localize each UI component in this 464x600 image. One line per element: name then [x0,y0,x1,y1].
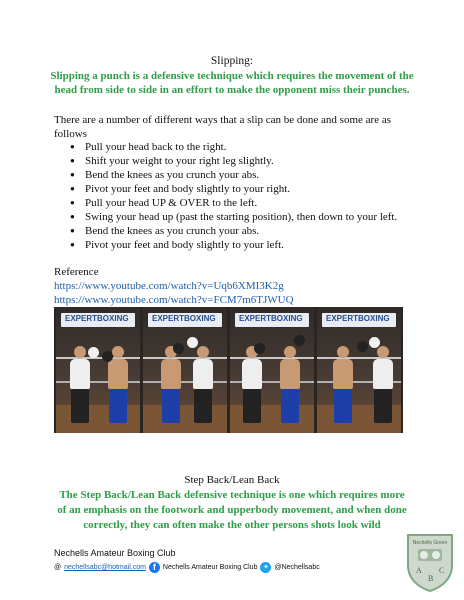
email-link[interactable]: nechellsabc@hotmail.com [64,564,146,571]
logo-top-text: Nechells Green [412,540,448,546]
banner-text: EXPERTBOXING [326,314,390,323]
page-title: Slipping: [210,55,254,67]
list-item: ● Pivot your feet and body slightly to your right. [70,182,397,196]
slipping-intro-text: There are a number of different ways that a slip can be done and some are as follows [54,114,391,140]
banner [61,313,135,327]
list-item: ● Bend the knees as you crunch your abs. [70,168,397,182]
list-item: ● Pivot your feet and body slightly to your left. [70,238,397,252]
banner-text: EXPERTBOXING [152,314,216,323]
slipping-lead-text: Slipping a punch is a defensive technique which requires the movement of the head from side to side in an effort to make the opponent miss their punches. [50,70,414,96]
reference-label: Reference [54,266,99,278]
club-logo [404,531,456,593]
logo-letter-c: C [439,566,445,575]
banner [235,313,309,327]
boxing-photo-3 [230,307,314,433]
boxing-photo-1 [56,307,140,433]
banner [322,313,396,327]
logo-letter-a: A [416,566,422,575]
boxing-photo-strip [54,307,403,433]
facebook-name: Nechells Amateur Boxing Club [162,564,258,571]
section-title-step-back: Step Back/Lean Back [184,474,280,486]
reference-link-2[interactable]: https://www.youtube.com/watch?v=FCM7m6TJWUQ [54,294,294,306]
boxing-photo-4 [317,307,401,433]
list-item: ● Bend the knees as you crunch your abs. [70,224,397,238]
list-item: ● Pull your head back to the right. [70,140,397,154]
boxing-photo-2 [143,307,227,433]
reference-link-1[interactable]: https://www.youtube.com/watch?v=Uqb6XMI3K2g [54,280,284,292]
at-symbol: @ [54,564,62,571]
slip-steps-list [70,140,397,252]
list-item: ● Shift your weight to your right leg slightly. [70,154,397,168]
twitter-handle: @Nechellsabc [274,564,320,571]
logo-letter-b: B [428,574,434,583]
banner-text: EXPERTBOXING [239,314,303,323]
footer-club-name: Nechells Amateur Boxing Club [54,548,176,558]
banner-text: EXPERTBOXING [65,314,129,323]
footer-contact [54,562,320,573]
facebook-icon[interactable]: f [149,562,160,573]
twitter-icon[interactable]: ✦ [260,562,271,573]
banner [148,313,222,327]
step-back-lead-text: The Step Back/Lean Back defensive technique is one which requires more of an emphasis on the footwork and upperbody movement, and when done correctly, they can often make the other persons shots look wild [57,489,407,531]
list-item: ● Swing your head up (past the starting position), then down to your left. [70,210,397,224]
list-item: ● Pull your head UP & OVER to the left. [70,196,397,210]
